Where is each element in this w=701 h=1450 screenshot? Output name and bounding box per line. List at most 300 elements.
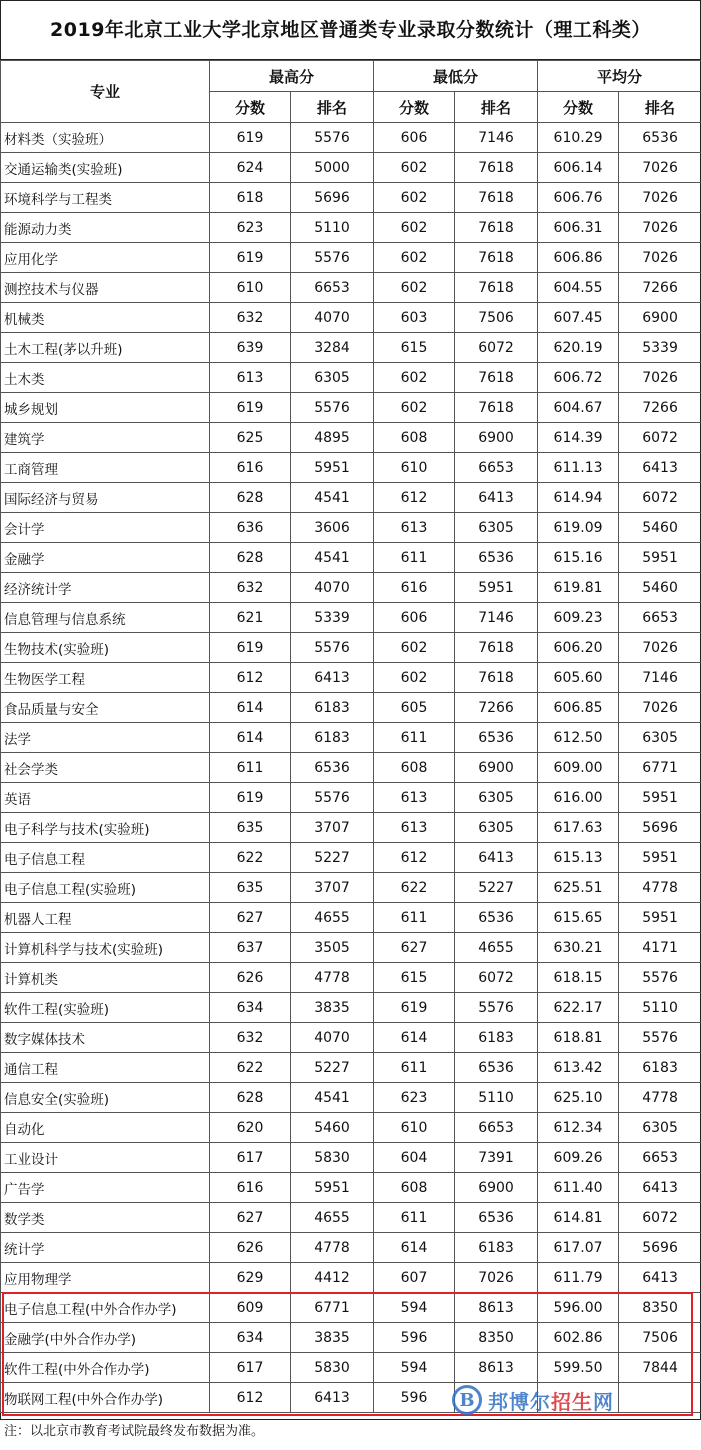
value-cell: 626 (210, 963, 291, 993)
table-row (1, 1053, 701, 1083)
value-cell: 628 (210, 483, 291, 513)
value-cell: 6413 (619, 1263, 701, 1293)
value-cell: 607 (374, 1263, 455, 1293)
value-cell: 602 (374, 153, 455, 183)
value-cell: 6305 (455, 783, 538, 813)
value-cell: 614 (210, 693, 291, 723)
value-cell: 609.23 (538, 603, 619, 633)
value-cell: 6183 (455, 1233, 538, 1263)
major-name-cell: 应用物理学 (1, 1263, 210, 1293)
value-cell: 4655 (455, 933, 538, 963)
value-cell: 615.13 (538, 843, 619, 873)
value-cell: 596.00 (538, 1293, 619, 1323)
value-cell: 621 (210, 603, 291, 633)
table-row (1, 1113, 701, 1143)
value-cell: 615 (374, 963, 455, 993)
major-name-cell: 土木类 (1, 363, 210, 393)
value-cell: 5576 (291, 393, 374, 423)
value-cell: 6413 (455, 483, 538, 513)
value-cell: 5576 (455, 993, 538, 1023)
value-cell: 606.72 (538, 363, 619, 393)
table-row (1, 483, 701, 513)
value-cell: 7026 (619, 693, 701, 723)
value-cell: 620.19 (538, 333, 619, 363)
value-cell: 5951 (291, 453, 374, 483)
value-cell: 610 (374, 1113, 455, 1143)
table-row (1, 183, 701, 213)
header-score: 分数 (374, 92, 455, 123)
value-cell: 4895 (291, 423, 374, 453)
value-cell: 7146 (619, 663, 701, 693)
value-cell: 606.86 (538, 243, 619, 273)
table-row (1, 693, 701, 723)
value-cell: 609.26 (538, 1143, 619, 1173)
value-cell: 609.00 (538, 753, 619, 783)
value-cell: 611.13 (538, 453, 619, 483)
major-name-cell: 自动化 (1, 1113, 210, 1143)
value-cell: 3505 (291, 933, 374, 963)
value-cell: 611 (374, 903, 455, 933)
table-row (1, 723, 701, 753)
value-cell: 8350 (455, 1323, 538, 1353)
table-row (1, 543, 701, 573)
major-name-cell: 建筑学 (1, 423, 210, 453)
value-cell: 6072 (619, 1203, 701, 1233)
value-cell: 6536 (455, 903, 538, 933)
header-major: 专业 (1, 61, 210, 123)
value-cell: 596 (374, 1323, 455, 1353)
value-cell: 6653 (455, 453, 538, 483)
major-name-cell: 城乡规划 (1, 393, 210, 423)
value-cell: 7506 (455, 303, 538, 333)
value-cell: 7026 (619, 213, 701, 243)
table-row (1, 243, 701, 273)
major-name-cell: 经济统计学 (1, 573, 210, 603)
value-cell: 608 (374, 753, 455, 783)
major-name-cell: 交通运输类(实验班) (1, 153, 210, 183)
table-row (1, 123, 701, 153)
header-min: 最低分 (374, 61, 538, 92)
value-cell: 636 (210, 513, 291, 543)
value-cell: 5110 (455, 1083, 538, 1113)
table-row (1, 813, 701, 843)
value-cell: 599.50 (538, 1353, 619, 1383)
value-cell: 632 (210, 573, 291, 603)
value-cell: 612.50 (538, 723, 619, 753)
value-cell: 617 (210, 1143, 291, 1173)
value-cell: 7618 (455, 273, 538, 303)
major-name-cell: 电子信息工程(中外合作办学) (1, 1293, 210, 1323)
value-cell: 8613 (455, 1293, 538, 1323)
value-cell: 611 (374, 543, 455, 573)
major-name-cell: 软件工程(实验班) (1, 993, 210, 1023)
table-row (1, 843, 701, 873)
value-cell: 611 (210, 753, 291, 783)
value-cell: 615.65 (538, 903, 619, 933)
header-row-groups (1, 61, 701, 92)
value-cell: 7146 (455, 603, 538, 633)
major-name-cell: 工商管理 (1, 453, 210, 483)
value-cell: 620 (210, 1113, 291, 1143)
value-cell: 606 (374, 603, 455, 633)
value-cell: 602 (374, 663, 455, 693)
value-cell: 6536 (455, 543, 538, 573)
value-cell: 6653 (291, 273, 374, 303)
value-cell: 594 (374, 1293, 455, 1323)
value-cell: 5576 (291, 783, 374, 813)
table-row (1, 1263, 701, 1293)
major-name-cell: 计算机科学与技术(实验班) (1, 933, 210, 963)
value-cell: 7618 (455, 393, 538, 423)
major-name-cell: 法学 (1, 723, 210, 753)
value-cell: 618.15 (538, 963, 619, 993)
value-cell: 7618 (455, 243, 538, 273)
value-cell: 614.94 (538, 483, 619, 513)
value-cell: 7026 (455, 1263, 538, 1293)
value-cell: 606.31 (538, 213, 619, 243)
table-row (1, 963, 701, 993)
value-cell: 4778 (619, 1083, 701, 1113)
value-cell: 7026 (619, 243, 701, 273)
major-name-cell: 金融学 (1, 543, 210, 573)
value-cell: 622 (210, 1053, 291, 1083)
value-cell: 602 (374, 243, 455, 273)
value-cell: 6413 (455, 843, 538, 873)
value-cell: 596 (374, 1383, 455, 1413)
value-cell: 4412 (291, 1263, 374, 1293)
value-cell: 624 (210, 153, 291, 183)
value-cell: 618 (210, 183, 291, 213)
header-rank: 排名 (619, 92, 701, 123)
value-cell: 634 (210, 993, 291, 1023)
value-cell: 637 (210, 933, 291, 963)
value-cell: 6072 (455, 963, 538, 993)
value-cell: 5576 (291, 633, 374, 663)
table-row (1, 903, 701, 933)
value-cell: 602 (374, 183, 455, 213)
value-cell: 4655 (291, 1203, 374, 1233)
value-cell: 616 (210, 1173, 291, 1203)
value-cell: 613 (374, 813, 455, 843)
value-cell: 608 (374, 1173, 455, 1203)
major-name-cell: 生物技术(实验班) (1, 633, 210, 663)
table-row (1, 1233, 701, 1263)
value-cell: 5696 (619, 813, 701, 843)
major-name-cell: 生物医学工程 (1, 663, 210, 693)
value-cell: 613 (374, 513, 455, 543)
table-row (1, 153, 701, 183)
value-cell: 7618 (455, 153, 538, 183)
value-cell: 616 (210, 453, 291, 483)
value-cell: 4541 (291, 483, 374, 513)
value-cell: 614 (210, 723, 291, 753)
value-cell: 6653 (619, 1143, 701, 1173)
value-cell: 5576 (619, 963, 701, 993)
value-cell: 627 (374, 933, 455, 963)
header-score: 分数 (538, 92, 619, 123)
value-cell: 630.21 (538, 933, 619, 963)
value-cell: 6536 (455, 1053, 538, 1083)
value-cell: 7266 (619, 273, 701, 303)
value-cell: 615 (374, 333, 455, 363)
value-cell: 6413 (291, 663, 374, 693)
value-cell: 7391 (455, 1143, 538, 1173)
value-cell: 5227 (455, 873, 538, 903)
major-name-cell: 能源动力类 (1, 213, 210, 243)
value-cell: 613.42 (538, 1053, 619, 1083)
value-cell: 5951 (291, 1173, 374, 1203)
value-cell: 614 (374, 1023, 455, 1053)
value-cell: 5460 (619, 573, 701, 603)
table-row (1, 993, 701, 1023)
major-name-cell: 广告学 (1, 1173, 210, 1203)
table-row (1, 783, 701, 813)
table-row (1, 633, 701, 663)
score-table (0, 60, 701, 1413)
value-cell: 4778 (291, 963, 374, 993)
value-cell: 619.09 (538, 513, 619, 543)
value-cell: 5951 (455, 573, 538, 603)
value-cell: 611.79 (538, 1263, 619, 1293)
value-cell: 6900 (455, 753, 538, 783)
value-cell: 4171 (619, 933, 701, 963)
value-cell: 6305 (455, 813, 538, 843)
value-cell: 6653 (455, 1113, 538, 1143)
value-cell: 615.16 (538, 543, 619, 573)
value-cell: 602 (374, 363, 455, 393)
footnote: 注：以北京市教育考试院最终发布数据为准。 (4, 1424, 265, 1439)
major-name-cell: 电子信息工程(实验班) (1, 873, 210, 903)
value-cell: 5227 (291, 843, 374, 873)
value-cell: 6900 (455, 1173, 538, 1203)
value-cell: 6413 (619, 1173, 701, 1203)
value-cell: 6653 (619, 603, 701, 633)
value-cell: 5696 (619, 1233, 701, 1263)
table-row (1, 333, 701, 363)
value-cell: 8613 (455, 1353, 538, 1383)
major-name-cell: 食品质量与安全 (1, 693, 210, 723)
value-cell: 6771 (619, 753, 701, 783)
header-avg: 平均分 (538, 61, 701, 92)
value-cell: 611 (374, 723, 455, 753)
major-name-cell: 应用化学 (1, 243, 210, 273)
value-cell: 4070 (291, 573, 374, 603)
value-cell: 628 (210, 1083, 291, 1113)
table-row (1, 363, 701, 393)
major-name-cell: 机械类 (1, 303, 210, 333)
value-cell: 627 (210, 903, 291, 933)
value-cell: 7506 (619, 1323, 701, 1353)
table-row (1, 1083, 701, 1113)
major-name-cell: 软件工程(中外合作办学) (1, 1353, 210, 1383)
value-cell: 8350 (619, 1293, 701, 1323)
value-cell: 612 (374, 483, 455, 513)
value-cell: 607.45 (538, 303, 619, 333)
major-name-cell: 金融学(中外合作办学) (1, 1323, 210, 1353)
watermark-logo-icon: B (452, 1385, 482, 1415)
value-cell: 612.34 (538, 1113, 619, 1143)
value-cell: 635 (210, 813, 291, 843)
value-cell: 7618 (455, 633, 538, 663)
table-row (1, 573, 701, 603)
value-cell: 6072 (619, 423, 701, 453)
value-cell: 614 (374, 1233, 455, 1263)
value-cell: 4778 (291, 1233, 374, 1263)
value-cell: 610 (374, 453, 455, 483)
table-row (1, 753, 701, 783)
value-cell: 6900 (619, 303, 701, 333)
value-cell: 609 (210, 1293, 291, 1323)
major-name-cell: 统计学 (1, 1233, 210, 1263)
value-cell: 5576 (619, 1023, 701, 1053)
value-cell: 7266 (455, 693, 538, 723)
value-cell: 3835 (291, 993, 374, 1023)
value-cell: 619 (210, 123, 291, 153)
value-cell: 613 (374, 783, 455, 813)
value-cell: 6183 (455, 1023, 538, 1053)
value-cell: 603 (374, 303, 455, 333)
value-cell: 7844 (619, 1353, 701, 1383)
table-row (1, 873, 701, 903)
value-cell: 606.20 (538, 633, 619, 663)
value-cell: 4541 (291, 543, 374, 573)
value-cell: 7618 (455, 213, 538, 243)
value-cell: 602 (374, 393, 455, 423)
value-cell: 617.63 (538, 813, 619, 843)
value-cell: 4655 (291, 903, 374, 933)
value-cell: 5110 (291, 213, 374, 243)
value-cell: 629 (210, 1263, 291, 1293)
table-row (1, 933, 701, 963)
value-cell: 616.00 (538, 783, 619, 813)
value-cell: 6183 (291, 693, 374, 723)
value-cell: 6536 (455, 723, 538, 753)
value-cell: 602.86 (538, 1323, 619, 1353)
value-cell: 6900 (455, 423, 538, 453)
major-name-cell: 计算机类 (1, 963, 210, 993)
major-name-cell: 土木工程(茅以升班) (1, 333, 210, 363)
table-row (1, 663, 701, 693)
table-row (1, 513, 701, 543)
value-cell: 622 (374, 873, 455, 903)
value-cell: 5951 (619, 843, 701, 873)
table-row (1, 273, 701, 303)
value-cell: 5951 (619, 543, 701, 573)
value-cell: 619 (210, 783, 291, 813)
value-cell: 7618 (455, 183, 538, 213)
table-row (1, 393, 701, 423)
value-cell: 6413 (291, 1383, 374, 1413)
major-name-cell: 会计学 (1, 513, 210, 543)
table-row (1, 603, 701, 633)
value-cell: 619 (210, 393, 291, 423)
value-cell: 6536 (455, 1203, 538, 1233)
page-title: 2019年北京工业大学北京地区普通类专业录取分数统计（理工科类） (0, 0, 701, 60)
value-cell: 6072 (455, 333, 538, 363)
value-cell: 7618 (455, 663, 538, 693)
value-cell: 6072 (619, 483, 701, 513)
major-name-cell: 测控技术与仪器 (1, 273, 210, 303)
value-cell: 5110 (619, 993, 701, 1023)
value-cell: 4070 (291, 1023, 374, 1053)
value-cell: 612 (210, 663, 291, 693)
value-cell: 7266 (619, 393, 701, 423)
value-cell: 614.81 (538, 1203, 619, 1233)
value-cell: 5830 (291, 1143, 374, 1173)
value-cell: 623 (374, 1083, 455, 1113)
value-cell: 619 (210, 633, 291, 663)
value-cell: 611 (374, 1053, 455, 1083)
value-cell: 606.76 (538, 183, 619, 213)
value-cell: 3284 (291, 333, 374, 363)
value-cell: 6183 (619, 1053, 701, 1083)
major-name-cell: 信息安全(实验班) (1, 1083, 210, 1113)
value-cell: 7026 (619, 633, 701, 663)
watermark (452, 1384, 614, 1416)
value-cell: 604.67 (538, 393, 619, 423)
value-cell: 606.85 (538, 693, 619, 723)
value-cell: 622.17 (538, 993, 619, 1023)
table-row (1, 1173, 701, 1203)
value-cell: 602 (374, 273, 455, 303)
value-cell: 5576 (291, 123, 374, 153)
table-row (1, 1143, 701, 1173)
value-cell: 612 (210, 1383, 291, 1413)
value-cell: 4778 (619, 873, 701, 903)
value-cell: 625 (210, 423, 291, 453)
value-cell: 617 (210, 1353, 291, 1383)
value-cell: 6183 (291, 723, 374, 753)
table-row (1, 453, 701, 483)
value-cell: 7618 (455, 363, 538, 393)
value-cell: 626 (210, 1233, 291, 1263)
header-rank: 排名 (455, 92, 538, 123)
value-cell: 614.39 (538, 423, 619, 453)
value-cell: 7026 (619, 363, 701, 393)
value-cell: 6536 (619, 123, 701, 153)
value-cell: 634 (210, 1323, 291, 1353)
value-cell: 611.40 (538, 1173, 619, 1203)
value-cell: 618.81 (538, 1023, 619, 1053)
value-cell: 613 (210, 363, 291, 393)
major-name-cell: 英语 (1, 783, 210, 813)
value-cell: 5339 (291, 603, 374, 633)
value-cell: 639 (210, 333, 291, 363)
value-cell: 3835 (291, 1323, 374, 1353)
major-name-cell: 国际经济与贸易 (1, 483, 210, 513)
value-cell: 5830 (291, 1353, 374, 1383)
value-cell: 619 (210, 243, 291, 273)
value-cell: 610 (210, 273, 291, 303)
value-cell: 619.81 (538, 573, 619, 603)
value-cell: 627 (210, 1203, 291, 1233)
value-cell: 5460 (619, 513, 701, 543)
value-cell: 6305 (455, 513, 538, 543)
major-name-cell: 信息管理与信息系统 (1, 603, 210, 633)
value-cell: 606 (374, 123, 455, 153)
value-cell: 6305 (619, 723, 701, 753)
value-cell: 619 (374, 993, 455, 1023)
table-row (1, 423, 701, 453)
major-name-cell: 材料类（实验班） (1, 123, 210, 153)
major-name-cell: 通信工程 (1, 1053, 210, 1083)
major-name-cell: 物联网工程(中外合作办学) (1, 1383, 210, 1413)
major-name-cell: 数字媒体技术 (1, 1023, 210, 1053)
value-cell: 6305 (619, 1113, 701, 1143)
value-cell: 594 (374, 1353, 455, 1383)
value-cell: 5696 (291, 183, 374, 213)
value-cell: 612 (374, 843, 455, 873)
